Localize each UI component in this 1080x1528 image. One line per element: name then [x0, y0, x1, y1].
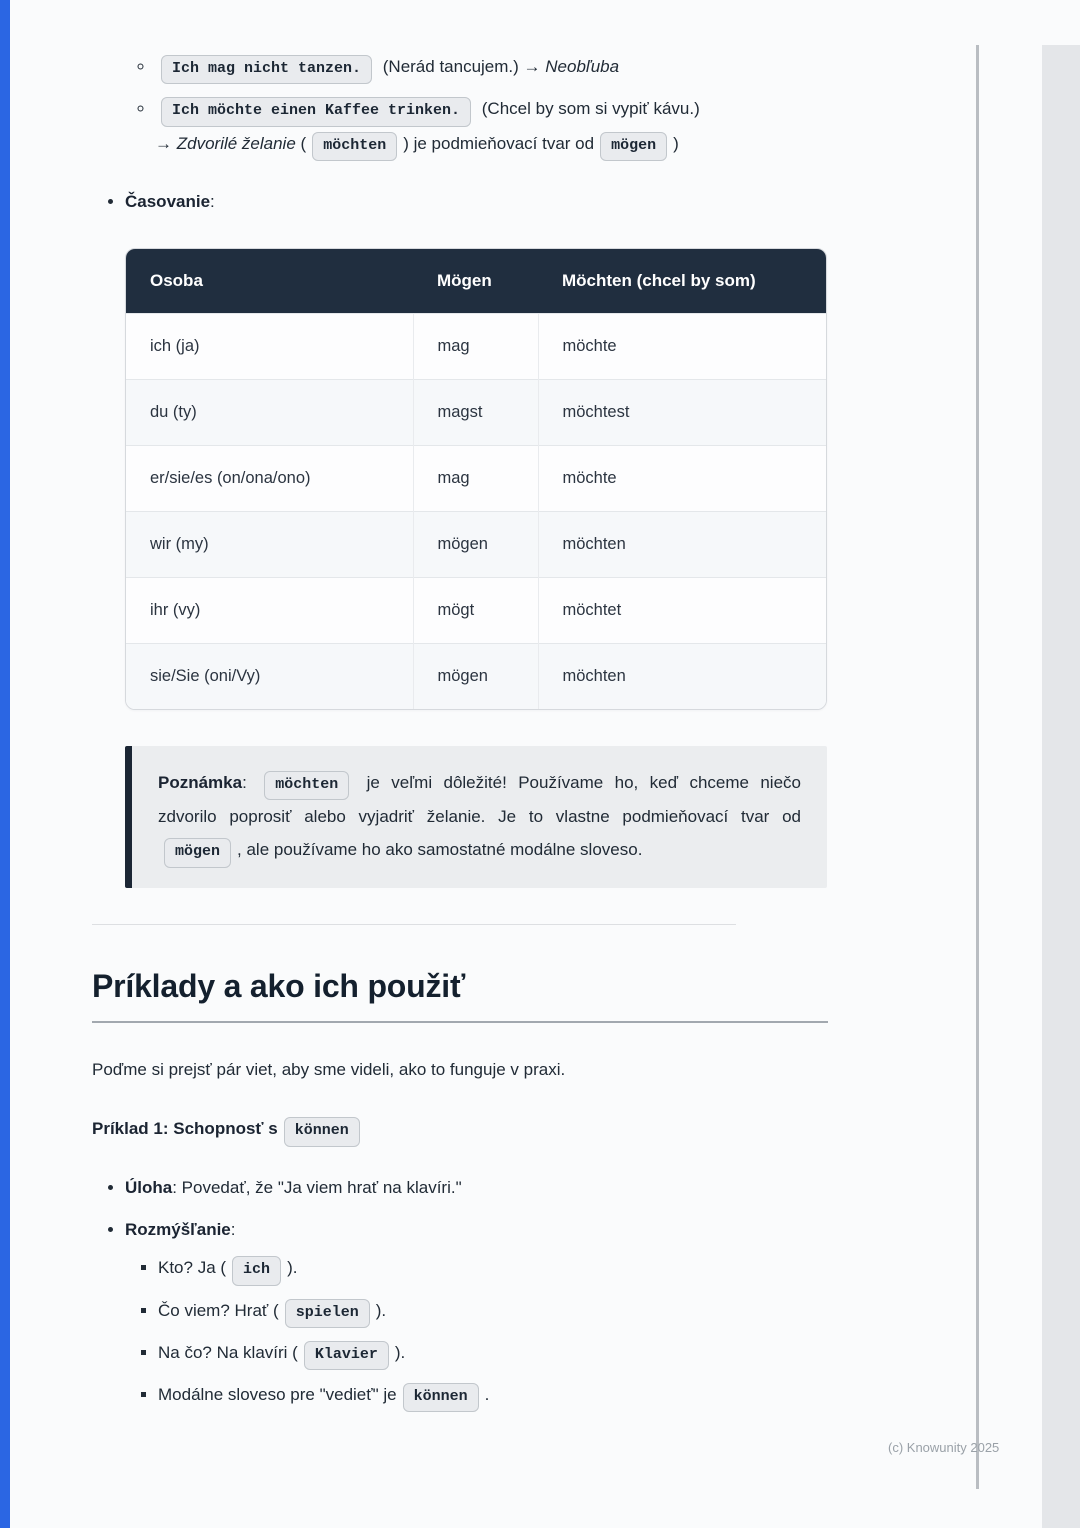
list-item-line [155, 131, 828, 161]
table-cell: möchten [538, 512, 826, 578]
table-cell: ihr (vy) [126, 578, 413, 644]
table-cell: möchte [538, 446, 826, 512]
table-cell: er/sie/es (on/ona/ono) [126, 446, 413, 512]
list-item-text: ). [394, 1342, 406, 1362]
inline-code: können [403, 1383, 479, 1412]
list-item-text: (Chcel by som si vypiť kávu.) [477, 99, 700, 119]
inline-code: ich [232, 1256, 281, 1285]
table-cell: möchtest [538, 380, 826, 446]
example-sentences-list [92, 54, 828, 161]
example-heading-bold: Príklad 1: Schopnosť s [92, 1119, 278, 1139]
table-header-cell: Möchten (chcel by som) [538, 249, 826, 314]
list-item-text: Čo viem? Hrať ( [158, 1300, 279, 1320]
list-item-text: : [210, 191, 215, 211]
table-header-cell: Osoba [126, 249, 413, 314]
list-item-text: ( [295, 133, 307, 153]
table-cell: sie/Sie (oni/Vy) [126, 644, 413, 710]
inline-code: Ich mag nicht tanzen. [161, 55, 372, 84]
section-title-rule [92, 1021, 828, 1023]
list-item-text: Kto? Ja ( [158, 1258, 227, 1278]
section-intro: Poďme si prejsť pár viet, aby sme videli, ako to funguje v praxi. [92, 1060, 566, 1080]
inline-code: können [284, 1117, 360, 1146]
note-text: , ale používame ho ako samostatné modálne sloveso. [237, 840, 643, 860]
table-cell: mögt [413, 578, 538, 644]
example-list [92, 1175, 828, 1413]
list-item-text: : [230, 1220, 236, 1240]
table-cell: mögen [413, 644, 538, 710]
list-item [158, 1340, 828, 1370]
section-title: Príklady a ako ich použiť [92, 967, 466, 1004]
list-item [158, 1298, 828, 1328]
list-item-italic: Neobľuba [545, 57, 620, 76]
inline-code: mögen [600, 132, 667, 161]
list-item-bold: Časovanie [125, 191, 211, 211]
conjugation-table [125, 248, 827, 710]
note-text: : [242, 773, 259, 793]
note-text: je veľmi dôležité! Používame ho, keď chceme niečo zdvorilo poprosiť alebo vyjadriť želanie. Je to vlastne podmieňovací tvar od [158, 773, 801, 827]
note-label: Poznámka [158, 773, 243, 793]
arrow-text: → [155, 133, 177, 153]
inline-code: Klavier [304, 1341, 389, 1370]
table-cell: ich (ja) [126, 314, 413, 380]
table-cell: mag [413, 314, 538, 380]
page-edge-divider [976, 45, 979, 1489]
inline-code: mögen [164, 838, 231, 867]
list-item-text: : Povedať, že "Ja viem hrať na klavíri." [172, 1177, 462, 1197]
list-item [125, 1217, 828, 1412]
list-item-text: ). [375, 1300, 387, 1320]
table-cell: du (ty) [126, 380, 413, 446]
inline-code: möchten [264, 771, 349, 800]
inline-code: spielen [285, 1299, 370, 1328]
table-row [126, 380, 826, 446]
table-cell: möchtet [538, 578, 826, 644]
scrollbar-track[interactable] [1042, 45, 1080, 1528]
list-item-text: . [484, 1385, 490, 1405]
list-item [158, 1255, 828, 1285]
list-item-bold: Rozmýšľanie [125, 1220, 231, 1240]
casovanie-list [92, 189, 828, 215]
list-item-italic: Zdvorilé želanie [176, 133, 296, 153]
list-item-text: Na čo? Na klavíri ( [158, 1342, 298, 1362]
thinking-steps-list [125, 1255, 828, 1412]
inline-code: Ich möchte einen Kaffee trinken. [161, 97, 471, 126]
list-item-bold: Úloha [125, 1177, 173, 1197]
table-row [126, 446, 826, 512]
list-item [155, 54, 828, 84]
table-header-cell: Mögen [413, 249, 538, 314]
list-item-line [155, 96, 828, 126]
table-row [126, 314, 826, 380]
table-cell: mag [413, 446, 538, 512]
table-cell: magst [413, 380, 538, 446]
table-row [126, 512, 826, 578]
table-row [126, 644, 826, 710]
list-item-text: ) [673, 133, 679, 153]
list-item [158, 1382, 828, 1412]
table-row [126, 578, 826, 644]
section-divider [92, 924, 736, 925]
note-callout [125, 746, 827, 888]
copyright-notice: (c) Knowunity 2025 [888, 1440, 1000, 1455]
list-item [125, 189, 828, 215]
table-cell: mögen [413, 512, 538, 578]
list-item-text: ). [287, 1258, 298, 1278]
list-item-text: (Nerád tancujem.) → [378, 57, 546, 76]
inline-code: möchten [312, 132, 397, 161]
table-header-row [126, 249, 826, 314]
table-cell: möchten [538, 644, 826, 710]
table-cell: möchte [538, 314, 826, 380]
table-cell: wir (my) [126, 512, 413, 578]
list-item-text: ) je podmieňovací tvar od [403, 133, 595, 153]
list-item [125, 1175, 828, 1201]
list-item-text: Modálne sloveso pre "vedieť" je [158, 1385, 397, 1405]
example-heading [92, 1117, 828, 1146]
list-item [155, 96, 828, 161]
